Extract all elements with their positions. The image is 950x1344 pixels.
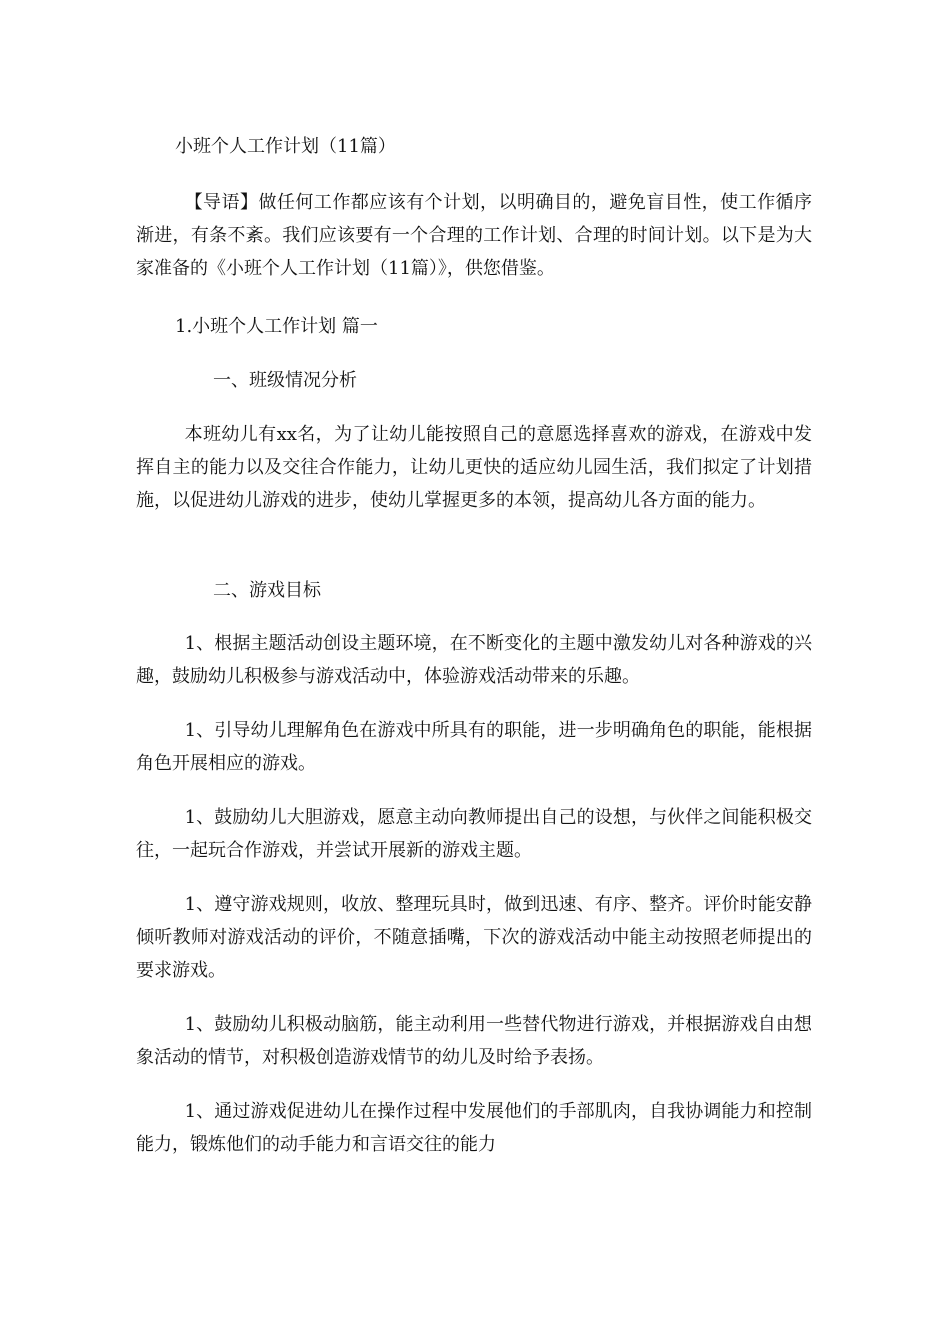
goal-paragraph: 1、通过游戏促进幼儿在操作过程中发展他们的手部肌肉，自我协调能力和控制能力，锻炼他们的动手能力和言语交往的能力 <box>136 1101 812 1155</box>
part1-heading: 一、班级情况分析 <box>213 370 357 391</box>
goal-paragraph: 1、遵守游戏规则，收放、整理玩具时，做到迅速、有序、整齐。评价时能安静倾听教师对游戏活动的评价，不随意插嘴，下次的游戏活动中能主动按照老师提出的要求游戏。 <box>136 894 812 981</box>
part2-heading: 二、游戏目标 <box>213 580 321 601</box>
section-title: 1.小班个人工作计划 篇一 <box>175 316 378 337</box>
document-title: 小班个人工作计划（11篇） <box>175 136 396 157</box>
goal-paragraph: 1、根据主题活动创设主题环境，在不断变化的主题中激发幼儿对各种游戏的兴趣，鼓励幼儿积极参与游戏活动中，体验游戏活动带来的乐趣。 <box>136 633 812 687</box>
part1-body-paragraph: 本班幼儿有xx名，为了让幼儿能按照自己的意愿选择喜欢的游戏，在游戏中发挥自主的能力以及交往合作能力，让幼儿更快的适应幼儿园生活，我们拟定了计划措施，以促进幼儿游戏的进步，使幼儿掌握更多的本领，提高幼儿各方面的能力。 <box>136 424 812 511</box>
goal-paragraph: 1、鼓励幼儿积极动脑筋，能主动利用一些替代物进行游戏，并根据游戏自由想象活动的情节，对积极创造游戏情节的幼儿及时给予表扬。 <box>136 1014 812 1068</box>
goal-paragraph: 1、引导幼儿理解角色在游戏中所具有的职能，进一步明确角色的职能，能根据角色开展相应的游戏。 <box>136 720 812 774</box>
goal-paragraph: 1、鼓励幼儿大胆游戏，愿意主动向教师提出自己的设想，与伙伴之间能积极交往，一起玩合作游戏，并尝试开展新的游戏主题。 <box>136 807 812 861</box>
intro-paragraph: 【导语】做任何工作都应该有个计划，以明确目的，避免盲目性，使工作循序渐进，有条不紊。我们应该要有一个合理的工作计划、合理的时间计划。以下是为大家准备的《小班个人工作计划（11篇）》，供您借鉴。 <box>136 192 812 279</box>
